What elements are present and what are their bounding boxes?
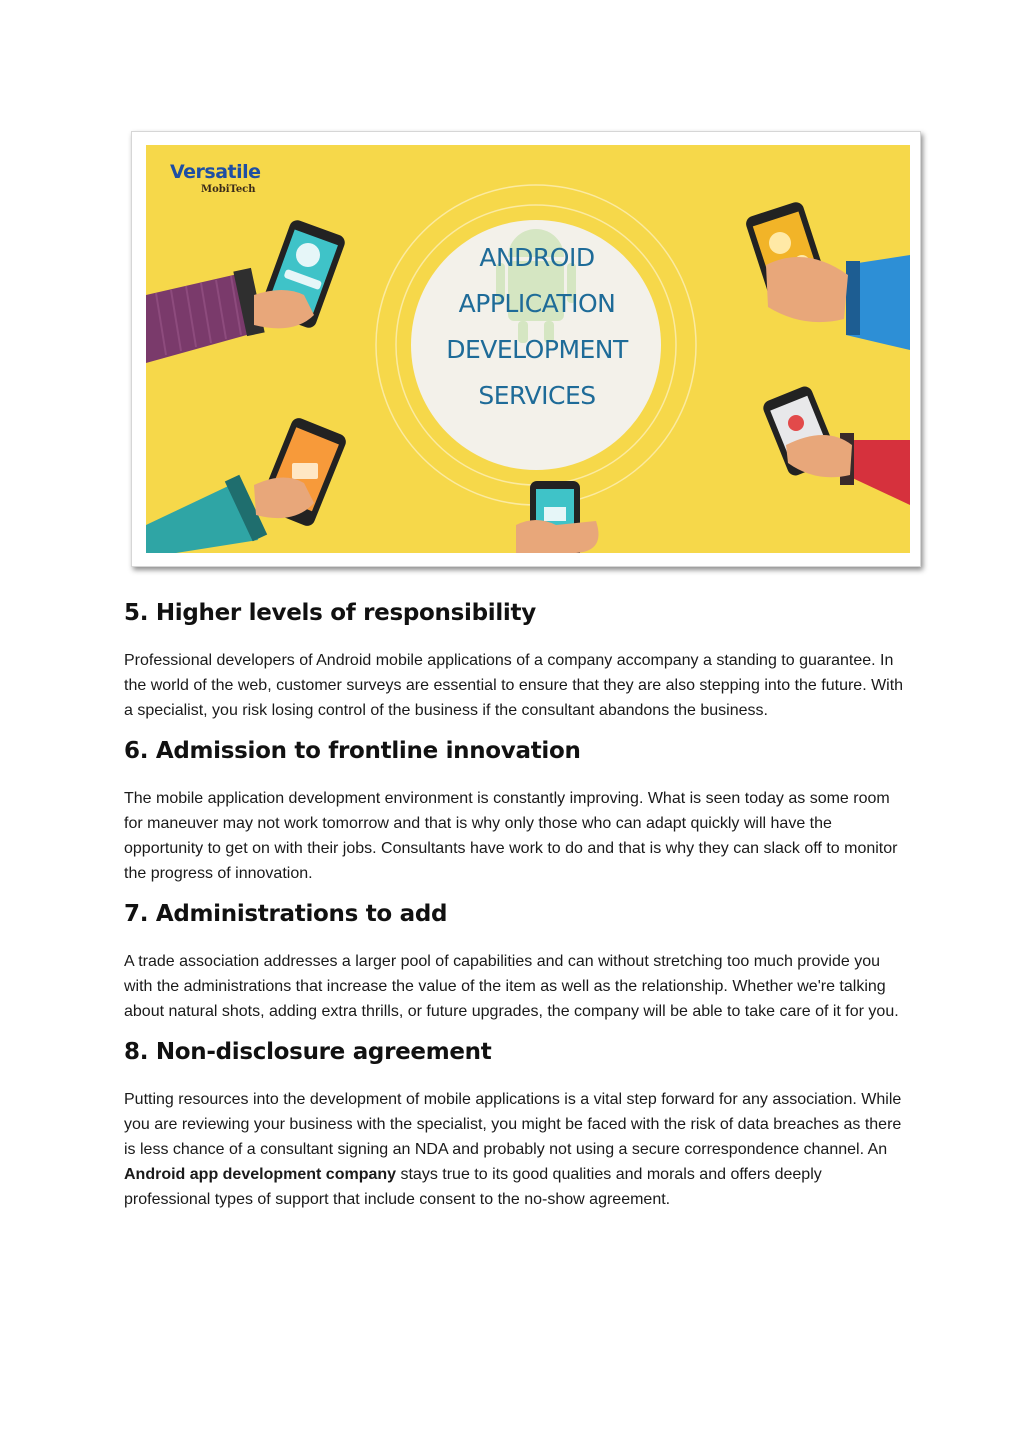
section-heading: 5. Higher levels of responsibility bbox=[124, 600, 536, 626]
hand-phone-chat-icon bbox=[146, 218, 347, 363]
company-link-text: Android app development company bbox=[124, 1166, 397, 1183]
brand-logo-subtitle: MobiTech bbox=[201, 184, 256, 195]
banner-title-line: APPLICATION bbox=[458, 289, 616, 318]
section-innovation bbox=[124, 734, 904, 886]
banner-title-line: ANDROID bbox=[479, 243, 595, 272]
banner-title bbox=[431, 235, 643, 419]
section-body: The mobile application development environment is constantly improving. What is seen today as some room for maneuver may not work tomorrow and that is why only those who can adapt quickly will have the opportunity to get on with their jobs. Consultants have work to do and that is why they can slack off to monitor the progress of innovation. bbox=[124, 790, 898, 882]
banner-title-line: SERVICES bbox=[478, 381, 596, 410]
hand-phone-map-icon bbox=[761, 384, 910, 505]
banner-title-line: DEVELOPMENT bbox=[446, 335, 628, 364]
brand-logo: Versatile bbox=[170, 161, 261, 183]
section-administrations bbox=[124, 897, 904, 1024]
section-body: A trade association addresses a larger pool of capabilities and can without stretching too much provide you with the administrations that increase the value of the item as well as the relationship. Whether we're talking about natural shots, adding extra thrills, or future upgrades, the company will be able to take care of it for you. bbox=[124, 953, 899, 1020]
section-body: Professional developers of Android mobile applications of a company accompany a standing to guarantee. In the world of the web, customer surveys are essential to ensure that they are also stepping into the future. With a specialist, you risk losing control of the business if the consultant abandons the business. bbox=[124, 652, 904, 719]
section-responsibility bbox=[124, 596, 904, 723]
body-text: stays true to its good qualities and morals and offers deeply professional types of support that include consent to the no-show agreement. bbox=[124, 1166, 822, 1208]
hand-phone-mail-icon bbox=[516, 481, 599, 553]
banner-frame bbox=[131, 131, 921, 567]
article-content bbox=[124, 596, 904, 1223]
section-heading: 6. Admission to frontline innovation bbox=[124, 738, 581, 764]
section-heading: 8. Non-disclosure agreement bbox=[124, 1039, 492, 1065]
section-nda bbox=[124, 1035, 904, 1212]
section-heading: 7. Administrations to add bbox=[124, 901, 448, 927]
section-body bbox=[124, 1087, 904, 1212]
hand-phone-settings-icon bbox=[744, 200, 910, 350]
hand-phone-cart-icon bbox=[146, 416, 348, 553]
body-text: Putting resources into the development of mobile applications is a vital step forward for any association. While you are reviewing your business with the specialist, you might be faced with the risk of data breaches as there is less chance of a consultant signing an NDA and probably not using a secure correspondence channel. An bbox=[124, 1091, 902, 1158]
android-services-banner bbox=[146, 145, 910, 553]
